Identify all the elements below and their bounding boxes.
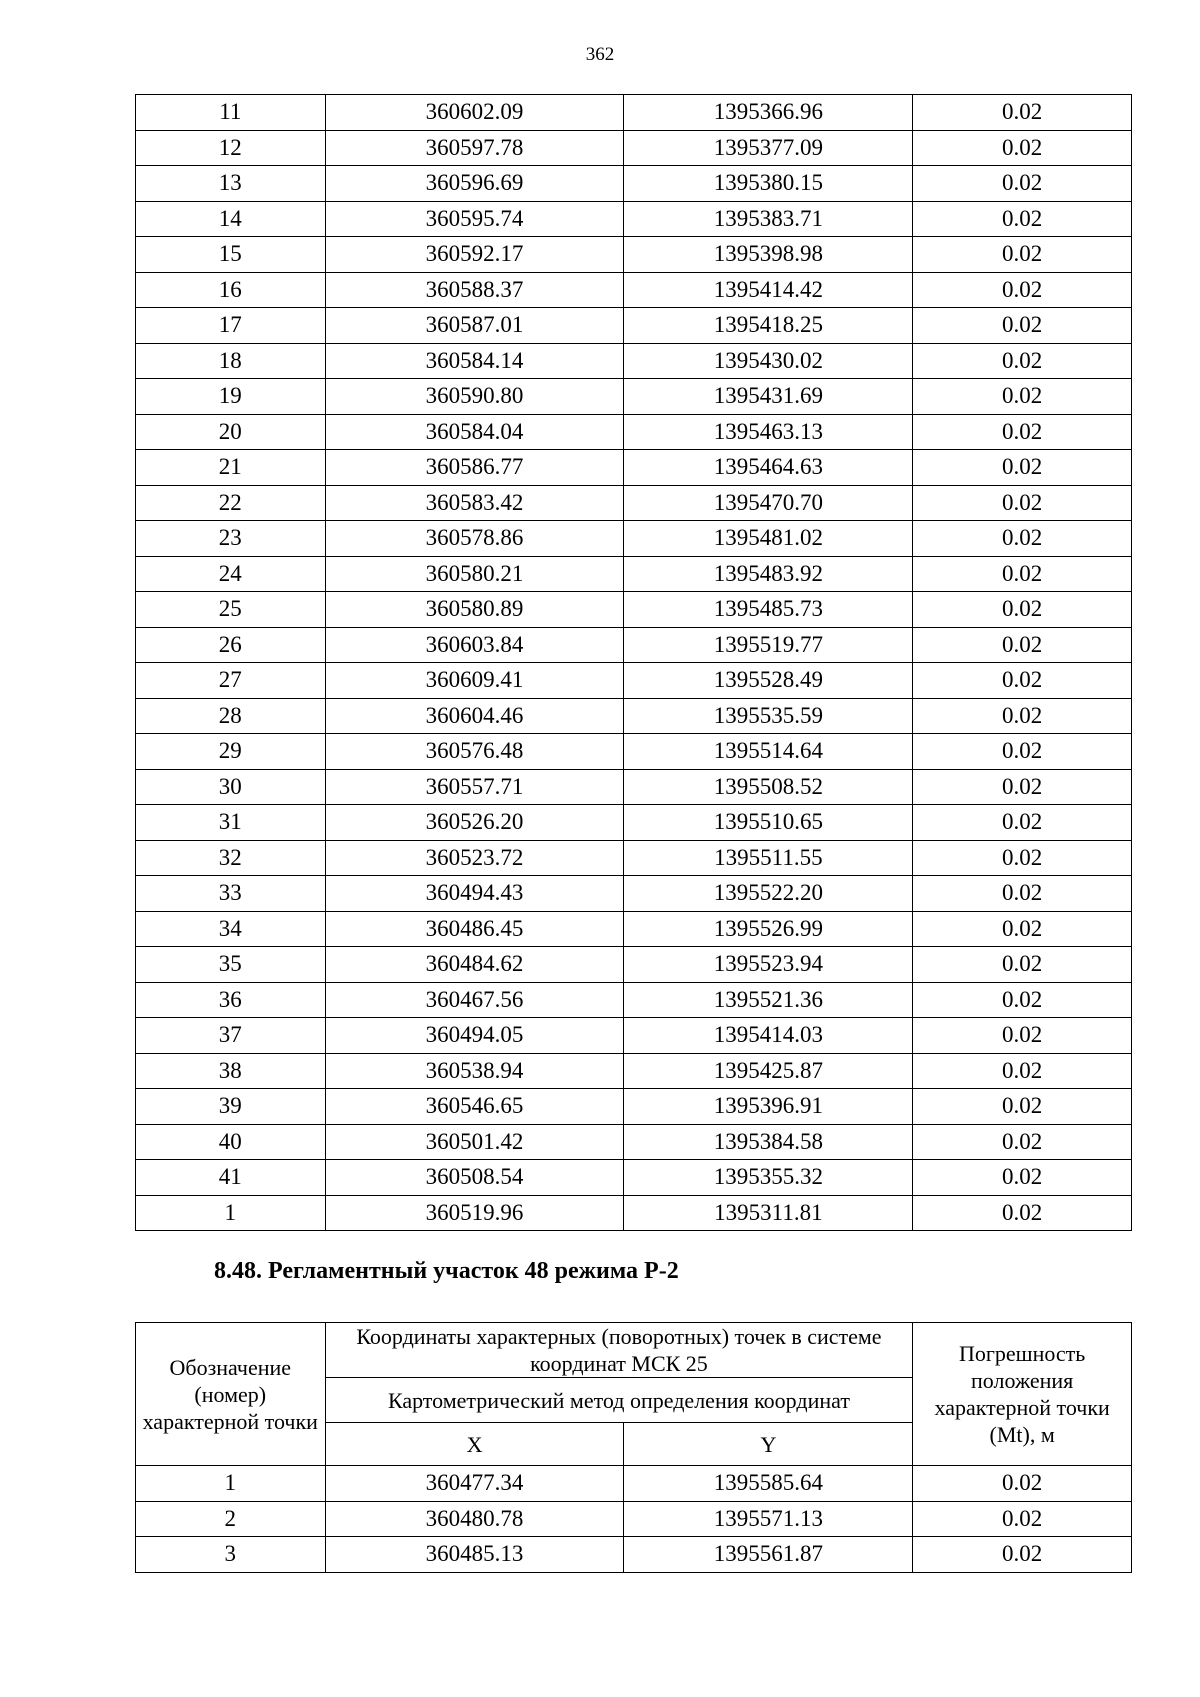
y-coordinate-cell: 1395510.65: [624, 805, 913, 841]
table-row: [136, 876, 1132, 912]
page-number: 362: [585, 44, 615, 65]
y-coordinate-cell: 1395311.81: [624, 1195, 913, 1231]
y-coordinate-cell: 1395561.87: [624, 1537, 913, 1573]
table-row: [136, 556, 1132, 592]
point-number-cell: 21: [136, 450, 326, 486]
x-coordinate-cell: 360596.69: [325, 166, 624, 202]
table-row: [136, 166, 1132, 202]
point-number-cell: 37: [136, 1018, 326, 1054]
x-coordinate-cell: 360538.94: [325, 1053, 624, 1089]
y-coordinate-cell: 1395585.64: [624, 1466, 913, 1502]
x-coordinate-cell: 360477.34: [325, 1466, 624, 1502]
y-coordinate-cell: 1395483.92: [624, 556, 913, 592]
x-coordinate-cell: 360494.43: [325, 876, 624, 912]
x-coordinate-cell: 360576.48: [325, 734, 624, 770]
point-number-cell: 41: [136, 1160, 326, 1196]
point-number-cell: 1: [136, 1195, 326, 1231]
error-cell: 0.02: [913, 1018, 1132, 1054]
error-cell: 0.02: [913, 308, 1132, 344]
coordinates-table-continued: [135, 94, 1132, 1231]
point-number-cell: 28: [136, 698, 326, 734]
point-number-cell: 24: [136, 556, 326, 592]
error-cell: 0.02: [913, 1160, 1132, 1196]
error-cell: 0.02: [913, 272, 1132, 308]
error-cell: 0.02: [913, 166, 1132, 202]
error-cell: 0.02: [913, 911, 1132, 947]
error-cell: 0.02: [913, 130, 1132, 166]
y-coordinate-cell: 1395396.91: [624, 1089, 913, 1125]
point-number-cell: 36: [136, 982, 326, 1018]
x-coordinate-cell: 360583.42: [325, 485, 624, 521]
table-row: [136, 237, 1132, 273]
y-coordinate-cell: 1395481.02: [624, 521, 913, 557]
y-coordinate-cell: 1395528.49: [624, 663, 913, 699]
error-cell: 0.02: [913, 1466, 1132, 1502]
table-row: [136, 1053, 1132, 1089]
point-number-cell: 18: [136, 343, 326, 379]
table-row: [136, 1124, 1132, 1160]
table-row: [136, 521, 1132, 557]
x-coordinate-cell: 360508.54: [325, 1160, 624, 1196]
x-coordinate-cell: 360485.13: [325, 1537, 624, 1573]
error-cell: 0.02: [913, 414, 1132, 450]
x-coordinate-cell: 360501.42: [325, 1124, 624, 1160]
y-coordinate-cell: 1395366.96: [624, 95, 913, 131]
point-number-cell: 3: [136, 1537, 326, 1573]
point-number-cell: 11: [136, 95, 326, 131]
point-number-cell: 35: [136, 947, 326, 983]
error-cell: 0.02: [913, 521, 1132, 557]
header-y: Y: [624, 1423, 913, 1466]
table-row: [136, 414, 1132, 450]
table-row: [136, 911, 1132, 947]
table2-body: [136, 1466, 1132, 1573]
y-coordinate-cell: 1395380.15: [624, 166, 913, 202]
x-coordinate-cell: 360578.86: [325, 521, 624, 557]
table-row: [136, 272, 1132, 308]
y-coordinate-cell: 1395514.64: [624, 734, 913, 770]
error-cell: 0.02: [913, 1195, 1132, 1231]
table-row: [136, 1089, 1132, 1125]
y-coordinate-cell: 1395519.77: [624, 627, 913, 663]
y-coordinate-cell: 1395470.70: [624, 485, 913, 521]
error-cell: 0.02: [913, 805, 1132, 841]
table-row: [136, 1466, 1132, 1502]
error-cell: 0.02: [913, 663, 1132, 699]
table-row: [136, 840, 1132, 876]
y-coordinate-cell: 1395355.32: [624, 1160, 913, 1196]
x-coordinate-cell: 360580.89: [325, 592, 624, 628]
x-coordinate-cell: 360597.78: [325, 130, 624, 166]
point-number-cell: 20: [136, 414, 326, 450]
point-number-cell: 31: [136, 805, 326, 841]
table-row: [136, 1195, 1132, 1231]
y-coordinate-cell: 1395511.55: [624, 840, 913, 876]
error-cell: 0.02: [913, 698, 1132, 734]
header-coordinates: Координаты характерных (поворотных) точек в системе координат МСК 25: [325, 1323, 913, 1378]
point-number-cell: 32: [136, 840, 326, 876]
table-row: [136, 947, 1132, 983]
error-cell: 0.02: [913, 237, 1132, 273]
x-coordinate-cell: 360584.04: [325, 414, 624, 450]
y-coordinate-cell: 1395414.42: [624, 272, 913, 308]
y-coordinate-cell: 1395431.69: [624, 379, 913, 415]
x-coordinate-cell: 360546.65: [325, 1089, 624, 1125]
y-coordinate-cell: 1395383.71: [624, 201, 913, 237]
y-coordinate-cell: 1395384.58: [624, 1124, 913, 1160]
point-number-cell: 39: [136, 1089, 326, 1125]
y-coordinate-cell: 1395522.20: [624, 876, 913, 912]
y-coordinate-cell: 1395430.02: [624, 343, 913, 379]
y-coordinate-cell: 1395418.25: [624, 308, 913, 344]
table-row: [136, 1501, 1132, 1537]
header-method: Картометрический метод определения координат: [325, 1378, 913, 1423]
error-cell: 0.02: [913, 840, 1132, 876]
point-number-cell: 13: [136, 166, 326, 202]
point-number-cell: 40: [136, 1124, 326, 1160]
point-number-cell: 30: [136, 769, 326, 805]
point-number-cell: 12: [136, 130, 326, 166]
header-error: Погрешность положения характерной точки (Mt), м: [913, 1323, 1132, 1466]
error-cell: 0.02: [913, 769, 1132, 805]
y-coordinate-cell: 1395571.13: [624, 1501, 913, 1537]
x-coordinate-cell: 360595.74: [325, 201, 624, 237]
error-cell: 0.02: [913, 876, 1132, 912]
x-coordinate-cell: 360609.41: [325, 663, 624, 699]
error-cell: 0.02: [913, 982, 1132, 1018]
x-coordinate-cell: 360590.80: [325, 379, 624, 415]
point-number-cell: 29: [136, 734, 326, 770]
header-designation: Обозначение (номер) характерной точки: [136, 1323, 326, 1466]
table-row: [136, 805, 1132, 841]
x-coordinate-cell: 360603.84: [325, 627, 624, 663]
section-heading: 8.48. Регламентный участок 48 режима Р-2: [214, 1258, 679, 1284]
x-coordinate-cell: 360494.05: [325, 1018, 624, 1054]
error-cell: 0.02: [913, 947, 1132, 983]
x-coordinate-cell: 360604.46: [325, 698, 624, 734]
point-number-cell: 38: [136, 1053, 326, 1089]
coordinates-table: [135, 1322, 1132, 1573]
table-row: [136, 627, 1132, 663]
error-cell: 0.02: [913, 627, 1132, 663]
table-row: [136, 130, 1132, 166]
table-row: [136, 663, 1132, 699]
table-row: [136, 982, 1132, 1018]
error-cell: 0.02: [913, 1053, 1132, 1089]
x-coordinate-cell: 360519.96: [325, 1195, 624, 1231]
table-row: [136, 1018, 1132, 1054]
table1-body: [136, 95, 1132, 1231]
error-cell: 0.02: [913, 556, 1132, 592]
y-coordinate-cell: 1395508.52: [624, 769, 913, 805]
point-number-cell: 23: [136, 521, 326, 557]
table2-header: [136, 1323, 1132, 1466]
error-cell: 0.02: [913, 201, 1132, 237]
table-row: [136, 734, 1132, 770]
table-row: [136, 769, 1132, 805]
table-row: [136, 308, 1132, 344]
y-coordinate-cell: 1395485.73: [624, 592, 913, 628]
point-number-cell: 19: [136, 379, 326, 415]
error-cell: 0.02: [913, 734, 1132, 770]
point-number-cell: 1: [136, 1466, 326, 1502]
y-coordinate-cell: 1395535.59: [624, 698, 913, 734]
table-row: [136, 698, 1132, 734]
point-number-cell: 25: [136, 592, 326, 628]
table-row: [136, 450, 1132, 486]
x-coordinate-cell: 360526.20: [325, 805, 624, 841]
table-row: [136, 379, 1132, 415]
y-coordinate-cell: 1395463.13: [624, 414, 913, 450]
x-coordinate-cell: 360523.72: [325, 840, 624, 876]
y-coordinate-cell: 1395377.09: [624, 130, 913, 166]
x-coordinate-cell: 360580.21: [325, 556, 624, 592]
x-coordinate-cell: 360584.14: [325, 343, 624, 379]
error-cell: 0.02: [913, 592, 1132, 628]
x-coordinate-cell: 360592.17: [325, 237, 624, 273]
table-row: [136, 343, 1132, 379]
point-number-cell: 33: [136, 876, 326, 912]
x-coordinate-cell: 360480.78: [325, 1501, 624, 1537]
x-coordinate-cell: 360486.45: [325, 911, 624, 947]
table-row: [136, 1537, 1132, 1573]
point-number-cell: 22: [136, 485, 326, 521]
y-coordinate-cell: 1395425.87: [624, 1053, 913, 1089]
table-row: [136, 485, 1132, 521]
error-cell: 0.02: [913, 1501, 1132, 1537]
table-row: [136, 1160, 1132, 1196]
x-coordinate-cell: 360467.56: [325, 982, 624, 1018]
error-cell: 0.02: [913, 485, 1132, 521]
table-row: [136, 201, 1132, 237]
point-number-cell: 26: [136, 627, 326, 663]
point-number-cell: 34: [136, 911, 326, 947]
y-coordinate-cell: 1395464.63: [624, 450, 913, 486]
y-coordinate-cell: 1395526.99: [624, 911, 913, 947]
x-coordinate-cell: 360602.09: [325, 95, 624, 131]
y-coordinate-cell: 1395523.94: [624, 947, 913, 983]
error-cell: 0.02: [913, 1089, 1132, 1125]
error-cell: 0.02: [913, 1537, 1132, 1573]
table-row: [136, 95, 1132, 131]
error-cell: 0.02: [913, 343, 1132, 379]
error-cell: 0.02: [913, 379, 1132, 415]
y-coordinate-cell: 1395521.36: [624, 982, 913, 1018]
x-coordinate-cell: 360557.71: [325, 769, 624, 805]
point-number-cell: 15: [136, 237, 326, 273]
header-x: X: [325, 1423, 624, 1466]
error-cell: 0.02: [913, 450, 1132, 486]
x-coordinate-cell: 360587.01: [325, 308, 624, 344]
error-cell: 0.02: [913, 1124, 1132, 1160]
x-coordinate-cell: 360588.37: [325, 272, 624, 308]
y-coordinate-cell: 1395398.98: [624, 237, 913, 273]
y-coordinate-cell: 1395414.03: [624, 1018, 913, 1054]
x-coordinate-cell: 360484.62: [325, 947, 624, 983]
table-row: [136, 592, 1132, 628]
error-cell: 0.02: [913, 95, 1132, 131]
x-coordinate-cell: 360586.77: [325, 450, 624, 486]
point-number-cell: 2: [136, 1501, 326, 1537]
point-number-cell: 14: [136, 201, 326, 237]
point-number-cell: 16: [136, 272, 326, 308]
point-number-cell: 27: [136, 663, 326, 699]
point-number-cell: 17: [136, 308, 326, 344]
